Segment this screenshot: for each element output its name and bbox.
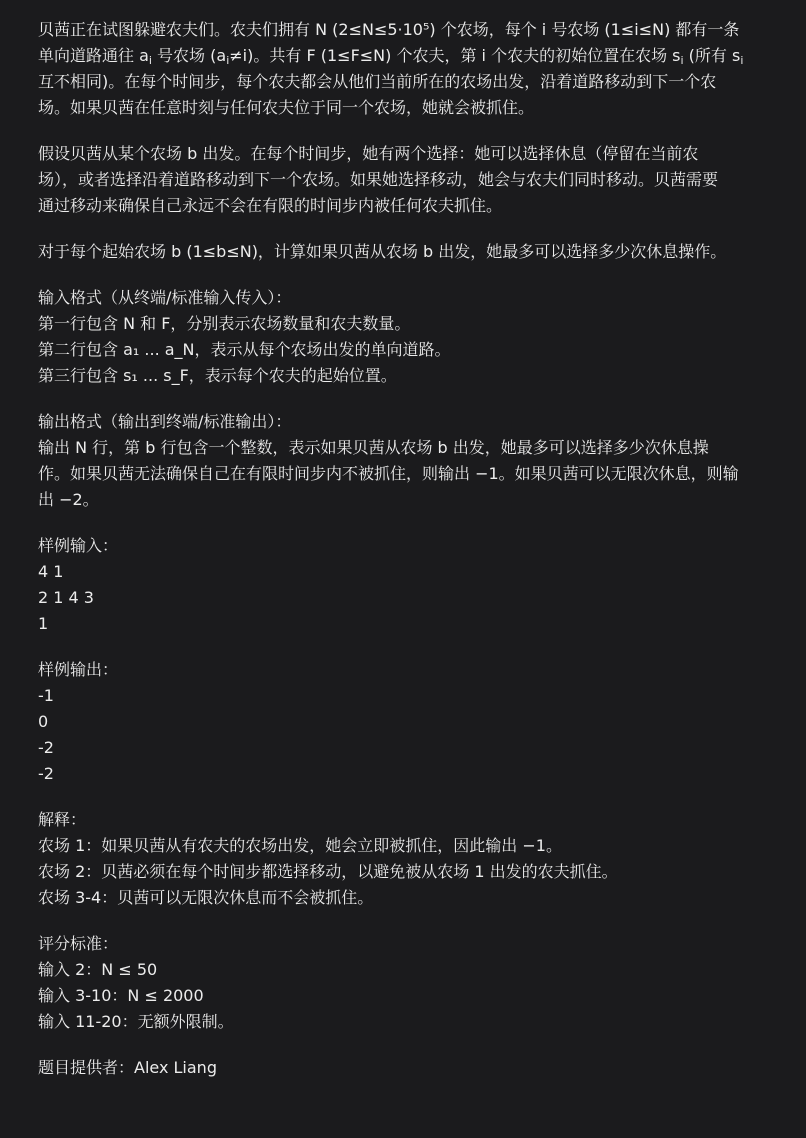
input-format-line: 第一行包含 N 和 F，分别表示农场数量和农夫数量。 — [38, 314, 411, 333]
sample-output-line: -2 — [38, 738, 54, 757]
statement-p2-line-1: 假设贝茜从某个农场 b 出发。在每个时间步，她有两个选择：她可以选择休息（停留在当前农 — [38, 144, 699, 163]
sample-output-line: -2 — [38, 764, 54, 783]
explanation-title: 解释： — [38, 810, 87, 829]
scoring-line: 输入 2：N ≤ 50 — [38, 960, 158, 979]
statement-p3-text: 对于每个起始农场 b (1≤b≤N)，计算如果贝茜从农场 b 出发，她最多可以选择多少次休息操作。 — [38, 242, 727, 261]
output-format-line-2: 作。如果贝茜无法确保自己在有限时间步内不被抓住，则输出 −1。如果贝茜可以无限次休息，则输 — [38, 464, 739, 483]
scoring-section — [38, 931, 796, 1035]
statement-p1-line-4: 场。如果贝茜在任意时刻与任何农夫位于同一个农场，她就会被抓住。 — [38, 98, 535, 117]
statement-p2-line-2: 场），或者选择沿着道路移动到下一个农场。如果她选择移动，她会与农夫们同时移动。贝茜需要 — [38, 170, 719, 189]
scoring-line: 输入 3-10：N ≤ 2000 — [38, 986, 204, 1005]
problem-credits: 题目提供者：Alex Liang — [38, 1058, 217, 1077]
explanation-line: 农场 1：如果贝茜从有农夫的农场出发，她会立即被抓住，因此输出 −1。 — [38, 836, 562, 855]
sample-input-line: 2 1 4 3 — [38, 588, 94, 607]
output-format-section — [38, 409, 796, 513]
input-format-line: 第二行包含 a₁ ... a_N，表示从每个农场出发的单向道路。 — [38, 340, 451, 359]
problem-document — [38, 17, 796, 1101]
credits-section — [38, 1055, 796, 1081]
scoring-line: 输入 11-20：无额外限制。 — [38, 1012, 234, 1031]
statement-p1-line-2: 单向道路通往 $a_i$ 号农场 $(a_i\ne i)$。共有 F (1≤F≤N) 个农夫，第 i 个农夫的初始位置在农场 $s_i$ (所有 $s_i$ — [38, 46, 744, 67]
explanation-line: 农场 2：贝茜必须在每个时间步都选择移动，以避免被从农场 1 出发的农夫抓住。 — [38, 862, 618, 881]
input-format-title: 输入格式（从终端/标准输入传入）： — [38, 288, 292, 307]
statement-paragraph-3 — [38, 239, 796, 265]
output-format-line-1: 输出 N 行，第 b 行包含一个整数，表示如果贝茜从农场 b 出发，她最多可以选择多少次休息操 — [38, 438, 709, 457]
sample-output-line: 0 — [38, 712, 49, 731]
sample-output-title: 样例输出： — [38, 660, 119, 679]
output-format-line-3: 出 −2。 — [38, 490, 99, 509]
sample-input-line: 4 1 — [38, 562, 64, 581]
statement-p2-line-3: 通过移动来确保自己永远不会在有限的时间步内被任何农夫抓住。 — [38, 196, 503, 215]
sample-output-section — [38, 657, 796, 787]
output-format-title: 输出格式（输出到终端/标准输出）： — [38, 412, 292, 431]
statement-p1-line-1: 贝茜正在试图躲避农夫们。农夫们拥有 N (2≤N≤5·10⁵) 个农场，每个 i 号农场 (1≤i≤N) 都有一条 — [38, 20, 740, 39]
scoring-title: 评分标准： — [38, 934, 119, 953]
sample-input-title: 样例输入： — [38, 536, 119, 555]
sample-input-line: 1 — [38, 614, 49, 633]
input-format-section — [38, 285, 796, 389]
statement-p1-line-3: 互不相同)。在每个时间步，每个农夫都会从他们当前所在的农场出发，沿着道路移动到下一个农 — [38, 72, 717, 91]
input-format-line: 第三行包含 s₁ ... s_F，表示每个农夫的起始位置。 — [38, 366, 397, 385]
explanation-section — [38, 807, 796, 911]
statement-paragraph-2 — [38, 141, 796, 219]
sample-input-section — [38, 533, 796, 637]
sample-output-line: -1 — [38, 686, 54, 705]
explanation-line: 农场 3-4：贝茜可以无限次休息而不会被抓住。 — [38, 888, 374, 907]
statement-paragraph-1 — [38, 17, 796, 121]
